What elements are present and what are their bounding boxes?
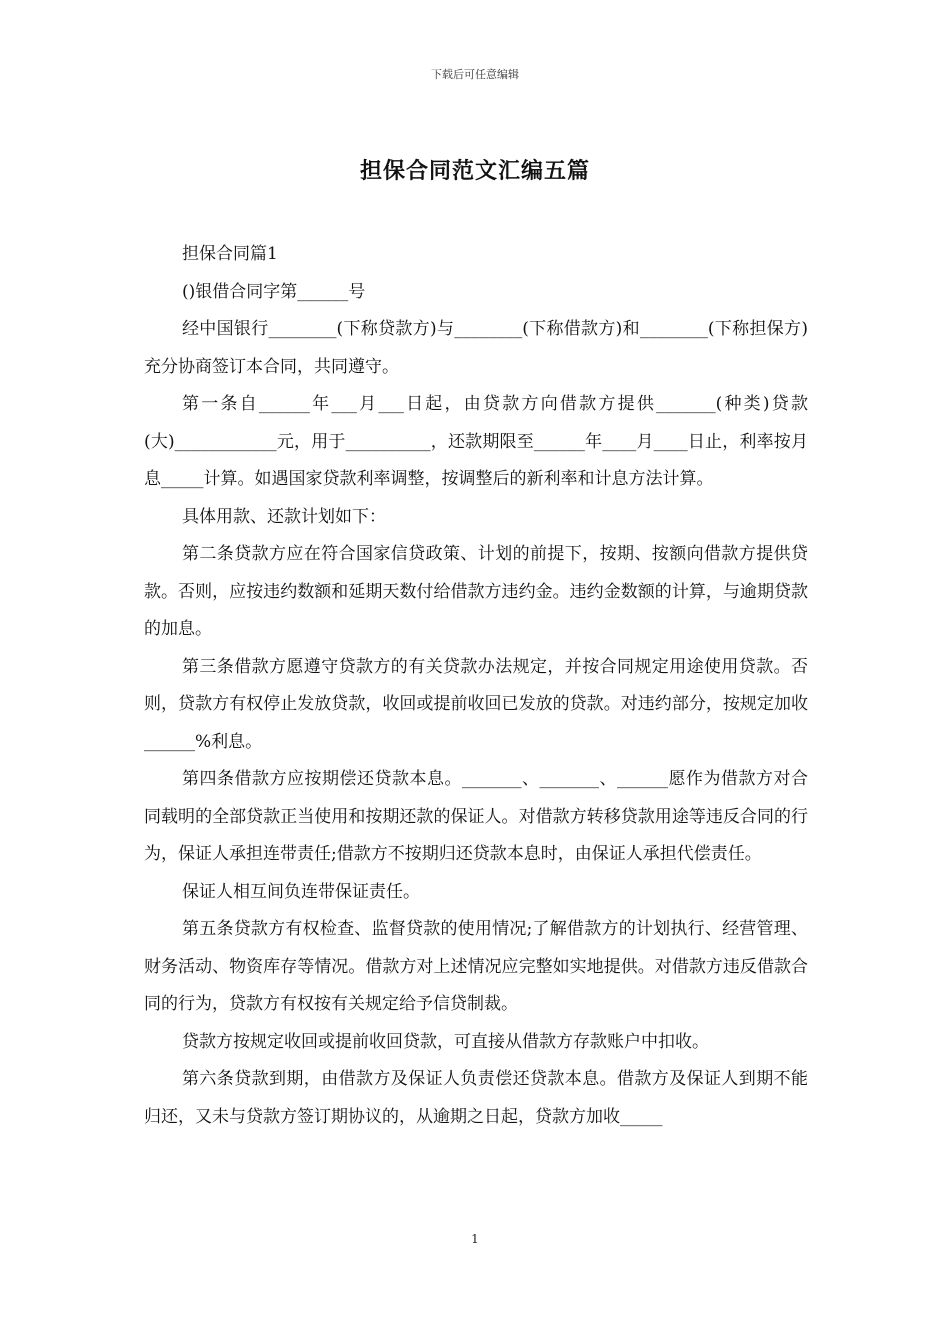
- article-5: 第五条贷款方有权检查、监督贷款的使用情况;了解借款方的计划执行、经营管理、财务活动、物资库存等情况。借款方对上述情况应完整如实地提供。对借款方违反借款合同的行为，贷款方有权按有关规定给予信贷制裁。: [144, 919, 808, 1014]
- section-heading: 担保合同篇1: [182, 244, 278, 264]
- article-3: 第三条借款方愿遵守贷款方的有关贷款办法规定，并按合同规定用途使用贷款。否则，贷款方有权停止发放贷款，收回或提前收回已发放的贷款。对违约部分，按规定加收______%利息。: [144, 656, 808, 752]
- page-header-note: 下载后可任意编辑: [431, 68, 519, 81]
- paragraph: 具体用款、还款计划如下：: [182, 506, 386, 527]
- article-4: 第四条借款方应按期偿还贷款本息。_______、_______、______愿作为借款方对合同载明的全部贷款正当使用和按期还款的保证人。对借款方转移贷款用途等违反合同的行为，保证人承担连带责任;借款方不按期归还贷款本息时，由保证人承担代偿责任。: [144, 769, 808, 864]
- paragraph: 贷款方按规定收回或提前收回贷款，可直接从借款方存款账户中扣收。: [182, 1031, 709, 1052]
- article-6: 第六条贷款到期，由借款方及保证人负责偿还贷款本息。借款方及保证人到期不能归还，又未与贷款方签订期协议的，从逾期之日起，贷款方加收_____: [144, 1069, 808, 1127]
- contract-number-line: ()银借合同字第______号: [182, 281, 366, 302]
- document-title: 担保合同范文汇编五篇: [359, 158, 590, 184]
- paragraph: 经中国银行________(下称贷款方)与________(下称借款方)和________(下称担保方)充分协商签订本合同，共同遵守。: [144, 319, 808, 377]
- article-1: 第一条自______年___月___日起，由贷款方向借款方提供_______(种类)贷款(大)____________元，用于__________，还款期限至______年____月____日止，利率按月息_____计算。如遇国家贷款利率调整，按调整后的新利率和计息方法计算。: [144, 394, 808, 489]
- page-number: 1: [471, 1232, 479, 1246]
- paragraph: 保证人相互间负连带保证责任。: [182, 881, 420, 902]
- document-body: [144, 236, 808, 1136]
- article-2: 第二条贷款方应在符合国家信贷政策、计划的前提下，按期、按额向借款方提供贷款。否则，应按违约数额和延期天数付给借款方违约金。违约金数额的计算，与逾期贷款的加息。: [144, 544, 808, 639]
